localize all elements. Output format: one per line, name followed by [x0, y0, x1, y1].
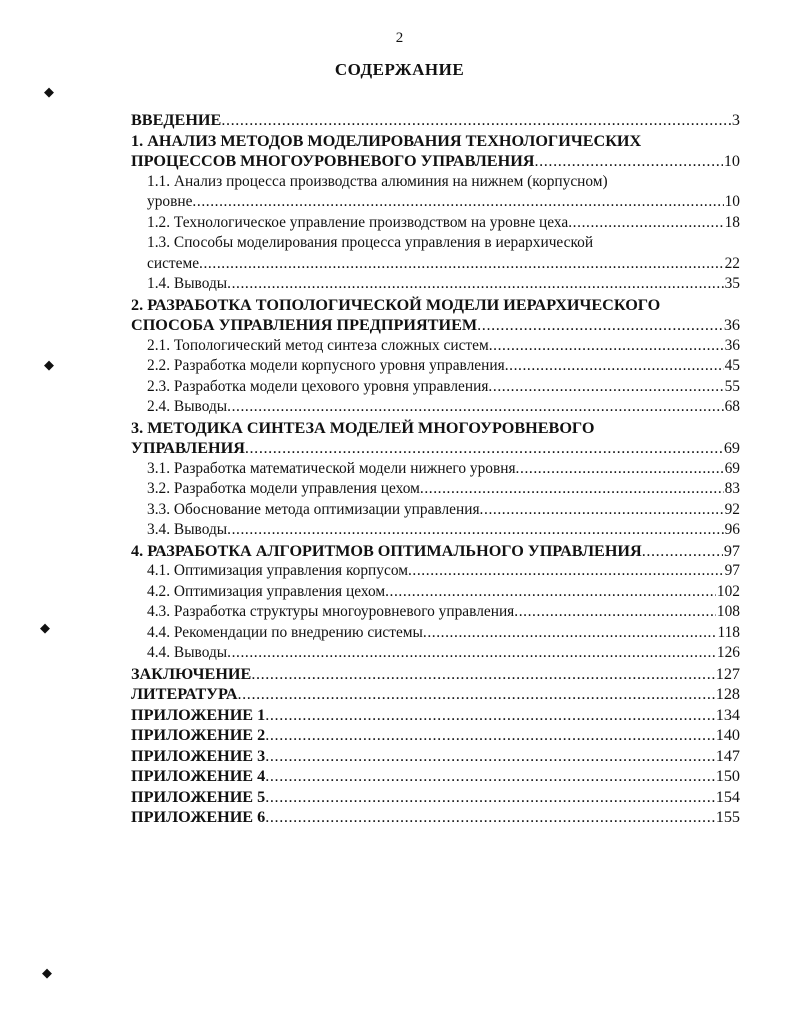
toc-entry-title-line: ПРИЛОЖЕНИЕ 1: [131, 705, 266, 724]
toc-entry-title-line: уровне: [147, 193, 193, 210]
toc-page-number: 97: [724, 562, 740, 579]
toc-entry-last-line: [131, 766, 740, 787]
toc-entry-title-line: 1.4. Выводы: [147, 275, 228, 292]
toc-entry-title-line: 2.4. Выводы: [147, 398, 228, 415]
toc-page-number: 97: [723, 541, 740, 560]
toc-entry-last-line: [147, 582, 740, 603]
toc-chapter-entry: [131, 131, 740, 172]
toc-page-number: 96: [724, 521, 740, 538]
toc-page-number: 83: [724, 480, 740, 497]
toc-section-entry: [131, 479, 740, 500]
toc-chapter-entry: [131, 705, 740, 726]
toc-page-number: 128: [715, 685, 740, 703]
dot-leader: [477, 315, 723, 336]
toc-page-number: 3: [731, 111, 740, 129]
toc-entry-last-line: [131, 705, 740, 726]
dot-leader: [265, 766, 714, 787]
toc-entry-title-line: ПРИЛОЖЕНИЕ 3: [131, 746, 266, 765]
toc-page-number: 92: [724, 500, 740, 518]
toc-section-entry: [131, 233, 740, 274]
toc-entry-title-line: ПРИЛОЖЕНИЕ 4: [131, 767, 266, 785]
toc-section-entry: [131, 397, 740, 418]
toc-page-number: 154: [715, 787, 740, 806]
dot-leader: [199, 254, 724, 275]
dot-leader: [265, 725, 714, 746]
toc-entry-last-line: [147, 356, 740, 377]
toc-chapter-entry: [131, 418, 740, 459]
toc-entry-last-line: [131, 787, 740, 808]
toc-entry-title-line: 3.2. Разработка модели управления цехом: [147, 480, 420, 497]
dot-leader: [227, 274, 723, 295]
toc-entry-title-line: 3.3. Обоснование метода оптимизации управления: [147, 500, 480, 518]
toc-entry-title-line: ЗАКЛЮЧЕНИЕ: [131, 664, 252, 683]
dot-leader: [251, 664, 714, 685]
toc-entry-last-line: [147, 213, 740, 234]
dot-leader: [480, 500, 724, 521]
toc-entry-last-line: [131, 725, 740, 746]
dot-leader: [568, 213, 723, 234]
toc-entry-last-line: [131, 315, 740, 336]
scan-speck-mark: ◆: [42, 965, 52, 980]
dot-leader: [642, 541, 723, 562]
toc-section-entry: [131, 623, 740, 644]
toc-section-entry: [131, 336, 740, 357]
toc-entry-last-line: [147, 500, 740, 521]
toc-page-number: 150: [715, 767, 740, 785]
toc-section-entry: [131, 172, 740, 213]
toc-page-number: 55: [724, 377, 740, 395]
dot-leader: [514, 602, 716, 623]
dot-leader: [505, 356, 724, 377]
dot-leader: [245, 438, 723, 459]
toc-chapter-entry: [131, 725, 740, 746]
dot-leader: [423, 623, 717, 644]
toc-page-number: 102: [716, 582, 740, 600]
toc-page-number: 147: [715, 746, 740, 765]
toc-page-number: 134: [715, 705, 740, 724]
toc-page-number: 22: [724, 254, 740, 272]
toc-entry-last-line: [131, 807, 740, 828]
dot-leader: [227, 520, 723, 541]
toc-entry-last-line: [147, 561, 740, 582]
toc-page-number: 10: [723, 152, 740, 170]
dot-leader: [265, 807, 714, 828]
dot-leader: [265, 787, 714, 808]
dot-leader: [534, 151, 722, 172]
toc-entry-last-line: [131, 110, 740, 131]
toc-entry-title-line: 4.4. Выводы: [147, 644, 228, 661]
toc-entry-title-line: 4.1. Оптимизация управления корпусом: [147, 562, 408, 579]
toc-entry-last-line: [131, 541, 740, 562]
toc-entry-last-line: [147, 479, 740, 500]
dot-leader: [408, 561, 724, 582]
dot-leader: [192, 192, 723, 213]
toc-page-number: 69: [723, 439, 740, 457]
toc-section-entry: [131, 459, 740, 480]
toc-page-number: 140: [715, 726, 740, 744]
toc-section-entry: [131, 582, 740, 603]
toc-entry-title-line: 1.3. Способы моделирования процесса управления в иерархической: [147, 234, 594, 251]
toc-entry-last-line: [147, 643, 740, 664]
toc-section-entry: [131, 500, 740, 521]
dot-leader: [385, 582, 716, 603]
toc-page-number: 68: [724, 398, 740, 415]
toc-section-entry: [131, 561, 740, 582]
toc-entry-last-line: [147, 623, 740, 644]
toc-entry-title-line: 1. АНАЛИЗ МЕТОДОВ МОДЕЛИРОВАНИЯ ТЕХНОЛОГИЧЕСКИХ: [131, 131, 642, 150]
toc-page-number: 45: [724, 357, 740, 374]
toc-entry-title-line: ПРИЛОЖЕНИЕ 6: [131, 808, 266, 826]
dot-leader: [227, 397, 723, 418]
table-of-contents: [131, 110, 740, 828]
toc-section-entry: [131, 520, 740, 541]
toc-entry-title-line: 2.2. Разработка модели корпусного уровня управления: [147, 357, 505, 374]
toc-section-entry: [131, 274, 740, 295]
toc-page-number: 126: [716, 644, 740, 661]
toc-page-number: 155: [715, 808, 740, 826]
toc-entry-last-line: [131, 684, 740, 705]
toc-page-number: 36: [724, 336, 740, 354]
toc-chapter-entry: [131, 110, 740, 131]
toc-entry-title-line: 4.4. Рекомендации по внедрению системы: [147, 623, 423, 641]
toc-entry-title-line: 3. МЕТОДИКА СИНТЕЗА МОДЕЛЕЙ МНОГОУРОВНЕВОГО: [131, 418, 595, 437]
scan-speck-mark: ◆: [40, 620, 50, 635]
toc-entry-title-line: ВВЕДЕНИЕ: [131, 111, 222, 129]
scan-speck-mark: ◆: [44, 84, 54, 99]
toc-section-entry: [131, 643, 740, 664]
toc-entry-title-line: ЛИТЕРАТУРА: [131, 685, 238, 703]
toc-entry-title-line: ПРИЛОЖЕНИЕ 5: [131, 787, 266, 806]
toc-entry-last-line: [131, 438, 740, 459]
toc-section-entry: [131, 377, 740, 398]
toc-entry-last-line: [147, 520, 740, 541]
dot-leader: [221, 110, 731, 131]
toc-entry-title-line: ПРОЦЕССОВ МНОГОУРОВНЕВОГО УПРАВЛЕНИЯ: [131, 152, 535, 170]
toc-chapter-entry: [131, 787, 740, 808]
toc-chapter-entry: [131, 295, 740, 336]
toc-chapter-entry: [131, 807, 740, 828]
scan-speck-mark: ◆: [44, 357, 54, 372]
dot-leader: [265, 705, 714, 726]
toc-entry-title-line: ПРИЛОЖЕНИЕ 2: [131, 726, 266, 744]
toc-entry-last-line: [147, 192, 740, 213]
toc-entry-title-line: СПОСОБА УПРАВЛЕНИЯ ПРЕДПРИЯТИЕМ: [131, 316, 478, 334]
dot-leader: [265, 746, 714, 767]
toc-chapter-entry: [131, 541, 740, 562]
toc-entry-title-line: 1.1. Анализ процесса производства алюминия на нижнем (корпусном): [147, 172, 608, 190]
toc-entry-title-line: 4. РАЗРАБОТКА АЛГОРИТМОВ ОПТИМАЛЬНОГО УПРАВЛЕНИЯ: [131, 541, 642, 560]
page-number: 2: [395, 30, 404, 46]
toc-entry-last-line: [147, 336, 740, 357]
toc-title: СОДЕРЖАНИЕ: [334, 60, 465, 79]
toc-entry-title-line: 4.3. Разработка структуры многоуровневого управления: [147, 603, 515, 620]
dot-leader: [238, 684, 715, 705]
toc-chapter-entry: [131, 766, 740, 787]
toc-section-entry: [131, 356, 740, 377]
toc-entry-title-line: 1.2. Технологическое управление производством на уровне цеха: [147, 213, 569, 231]
toc-entry-last-line: [147, 274, 740, 295]
toc-page-number: 36: [723, 316, 740, 334]
dot-leader: [227, 643, 716, 664]
toc-page-number: 108: [716, 603, 740, 620]
dot-leader: [420, 479, 724, 500]
toc-page-number: 18: [724, 213, 740, 231]
toc-entry-title-line: УПРАВЛЕНИЯ: [131, 439, 245, 457]
toc-entry-last-line: [131, 151, 740, 172]
toc-entry-last-line: [147, 254, 740, 275]
toc-section-entry: [131, 602, 740, 623]
toc-entry-title-line: системе: [147, 254, 200, 272]
toc-chapter-entry: [131, 684, 740, 705]
toc-page-number: 35: [724, 275, 740, 292]
toc-entry-title-line: 3.4. Выводы: [147, 521, 228, 538]
toc-entry-last-line: [147, 602, 740, 623]
toc-page-number: 118: [717, 623, 740, 641]
toc-entry-last-line: [131, 746, 740, 767]
toc-page-number: 10: [724, 193, 740, 210]
dot-leader: [489, 336, 724, 357]
toc-entry-title-line: 2. РАЗРАБОТКА ТОПОЛОГИЧЕСКОЙ МОДЕЛИ ИЕРАРХИЧЕСКОГО: [131, 295, 661, 314]
toc-entry-title-line: 2.3. Разработка модели цехового уровня управления: [147, 377, 489, 395]
toc-entry-last-line: [147, 459, 740, 480]
toc-entry-last-line: [131, 664, 740, 685]
toc-section-entry: [131, 213, 740, 234]
dot-leader: [516, 459, 724, 480]
toc-entry-last-line: [147, 397, 740, 418]
toc-entry-title-line: 3.1. Разработка математической модели нижнего уровня: [147, 459, 516, 477]
toc-entry-title-line: 4.2. Оптимизация управления цехом: [147, 582, 386, 600]
toc-chapter-entry: [131, 746, 740, 767]
toc-entry-title-line: 2.1. Топологический метод синтеза сложных систем: [147, 336, 489, 354]
toc-entry-last-line: [147, 377, 740, 398]
toc-page-number: 127: [715, 664, 740, 683]
toc-page-number: 69: [724, 459, 740, 477]
toc-chapter-entry: [131, 664, 740, 685]
dot-leader: [488, 377, 723, 398]
